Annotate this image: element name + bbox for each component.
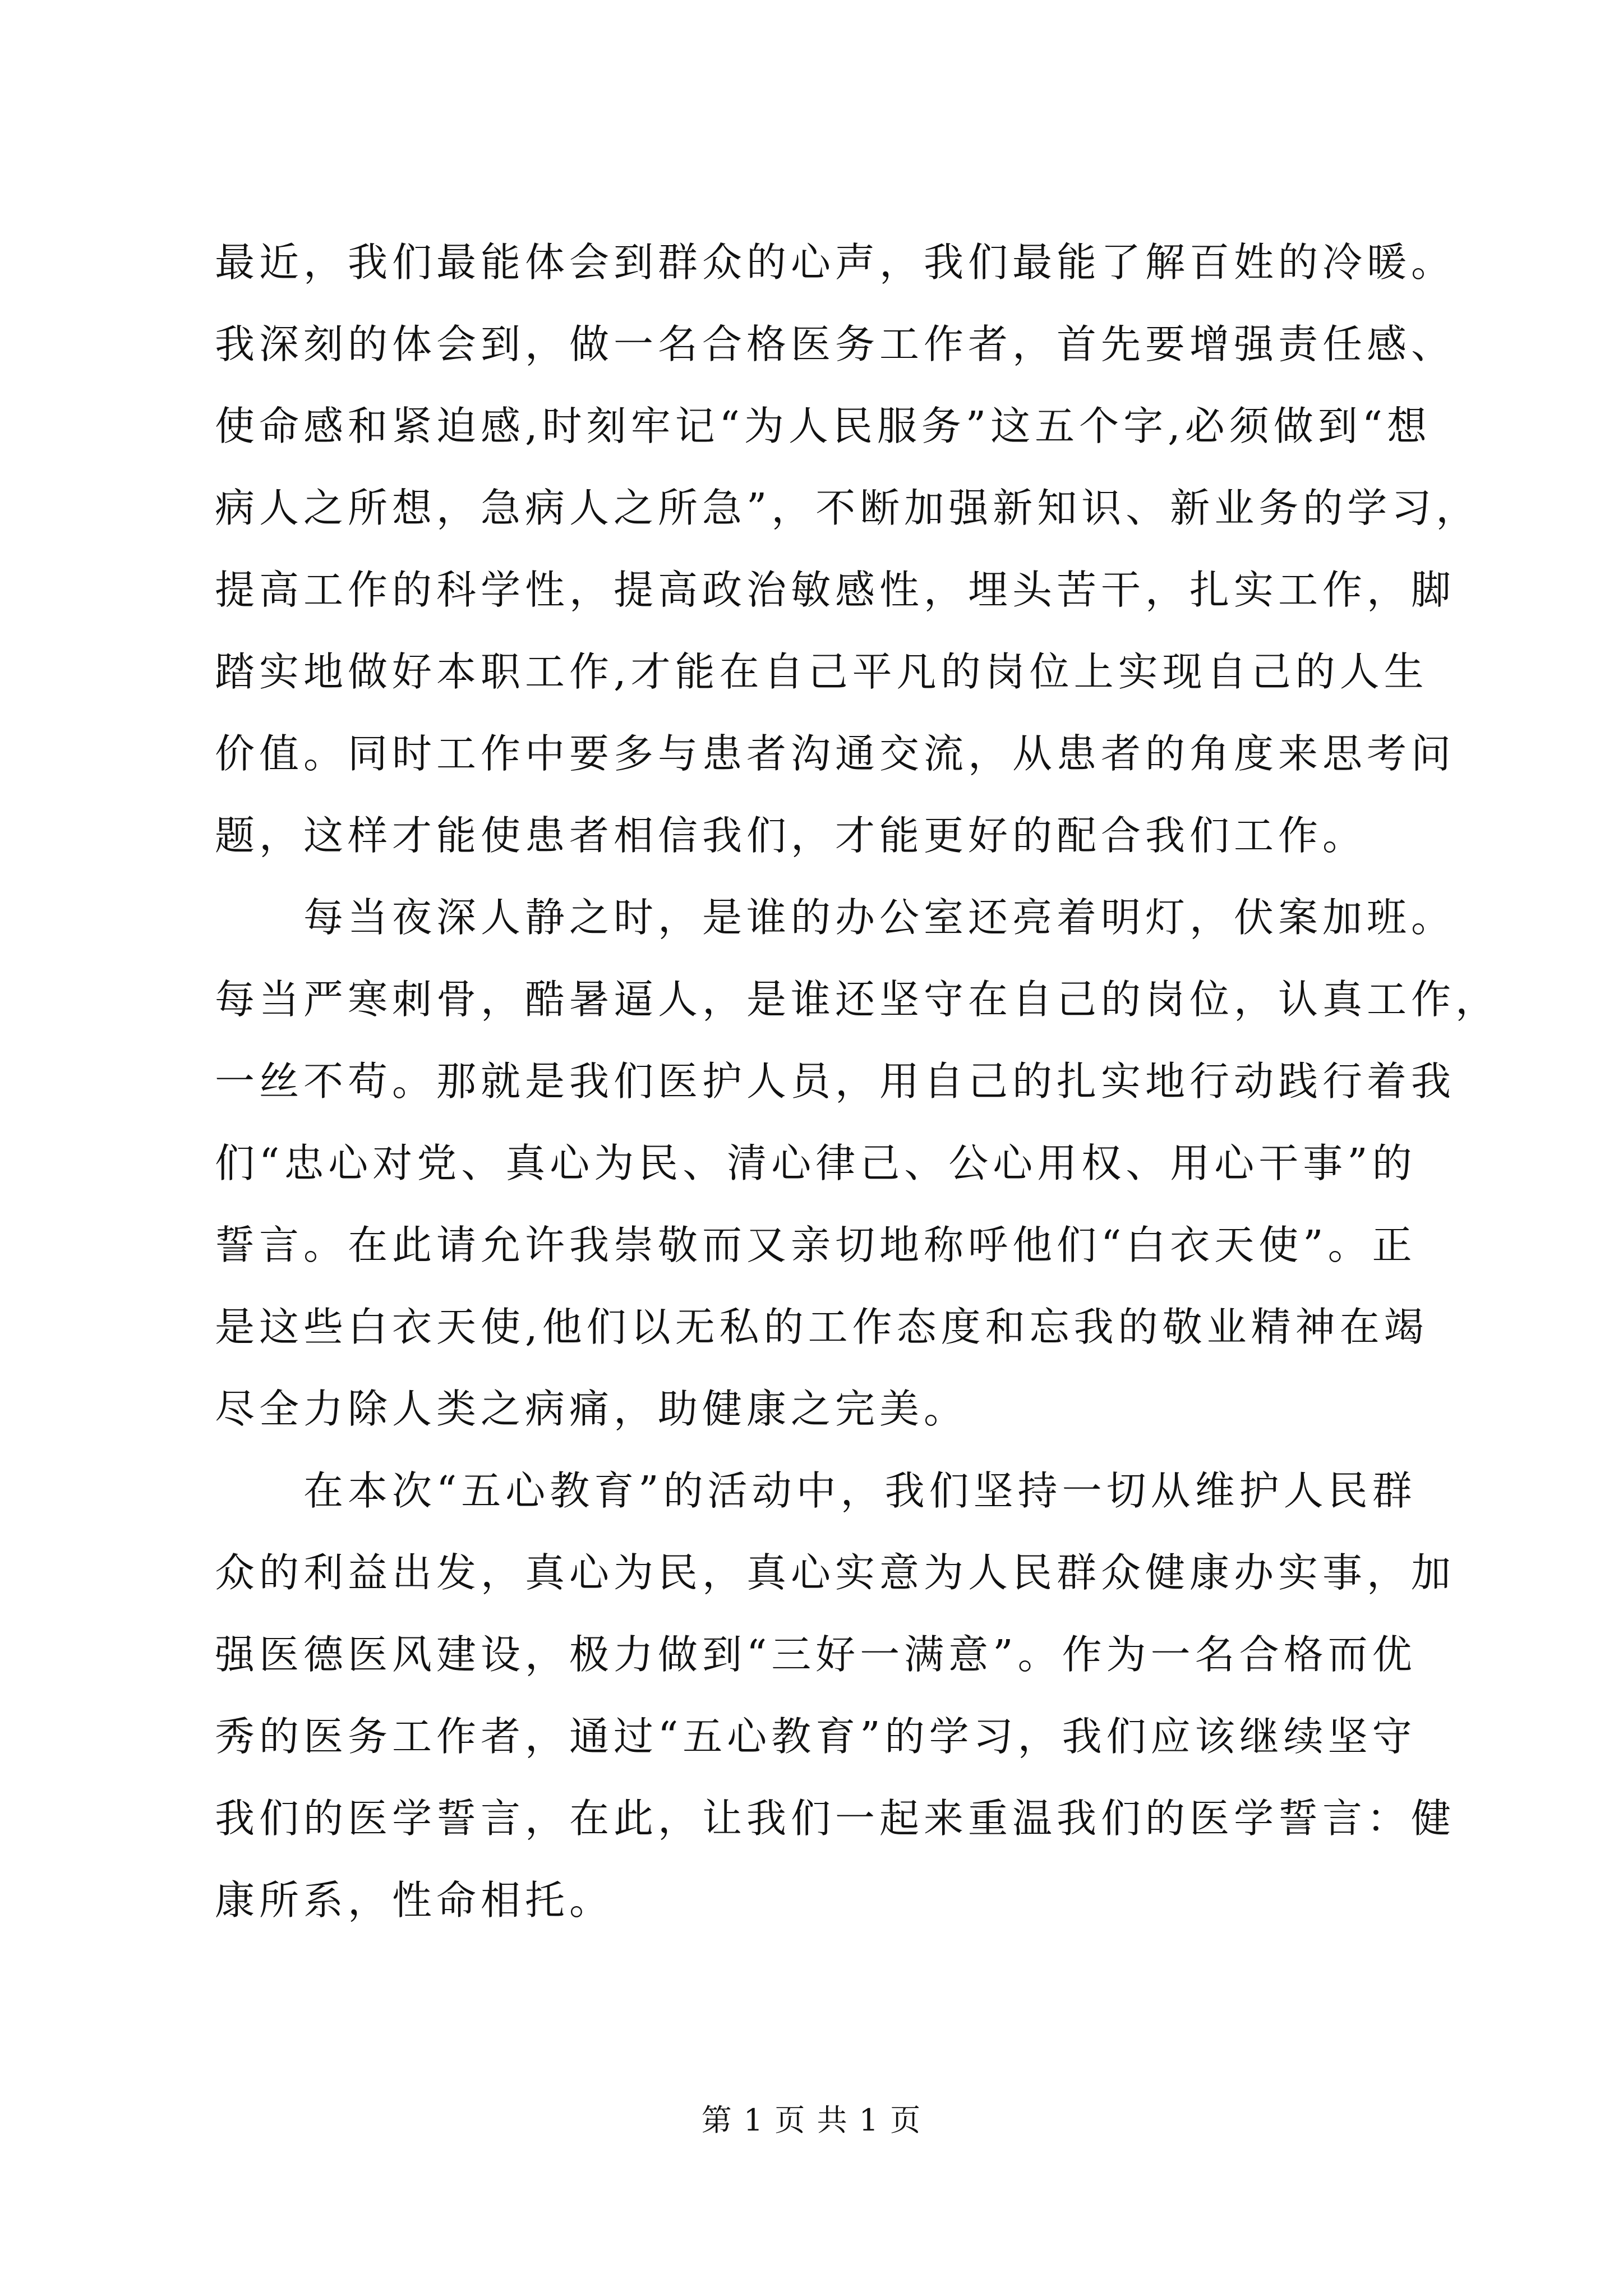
paragraph-line: 是这些白衣天使,他们以无私的工作态度和忘我的敬业精神在竭 (215, 1304, 1428, 1350)
paragraph-line: 众的利益出发，真心为民，真心实意为人民群众健康办实事，加 (215, 1549, 1456, 1596)
paragraph-line: 誓言。在此请允许我崇敬而又亲切地称呼他们“白衣天使”。正 (215, 1222, 1417, 1268)
paragraph-line: 每当夜深人静之时，是谁的办公室还亮着明灯，伏案加班。 (303, 894, 1456, 941)
paragraph-2 (215, 877, 1500, 1450)
paragraph-line: 每当严寒刺骨，酷暑逼人，是谁还坚守在自己的岗位，认真工作， (215, 976, 1500, 1023)
paragraph-line: 强医德医风建设，极力做到“三好一满意”。作为一名合格而优 (215, 1631, 1417, 1678)
paragraph-line: 题，这样才能使患者相信我们，才能更好的配合我们工作。 (215, 812, 1367, 859)
paragraph-line: 一丝不苟。那就是我们医护人员，用自己的扎实地行动践行着我 (215, 1058, 1456, 1105)
paragraph-line: 最近，我们最能体会到群众的心声，我们最能了解百姓的冷暖。 (215, 239, 1456, 286)
paragraph-line: 们“忠心对党、真心为民、清心律己、公心用权、用心干事”的 (215, 1140, 1417, 1186)
paragraph-line: 在本次“五心教育”的活动中，我们坚持一切从维护人民群 (303, 1467, 1417, 1514)
paragraph-line: 尽全力除人类之病痛，助健康之完美。 (215, 1386, 969, 1432)
page-number-label: 第 1 页 共 1 页 (701, 2102, 922, 2138)
paragraph-line: 秀的医务工作者，通过“五心教育”的学习，我们应该继续坚守 (215, 1713, 1417, 1760)
page-footer (0, 2101, 1623, 2140)
paragraph-line: 康所系，性命相托。 (215, 1877, 614, 1924)
paragraph-line: 我们的医学誓言，在此，让我们一起来重温我们的医学誓言：健 (215, 1795, 1456, 1842)
paragraph-line: 使命感和紧迫感,时刻牢记“为人民服务”这五个字,必须做到“想 (215, 403, 1432, 449)
paragraph-3 (215, 1450, 1456, 1941)
paragraph-line: 提高工作的科学性，提高政治敏感性，埋头苦干，扎实工作，脚 (215, 567, 1456, 613)
document-body (215, 222, 1500, 1941)
paragraph-1 (215, 222, 1481, 877)
paragraph-line: 价值。同时工作中要多与患者沟通交流，从患者的角度来思考问 (215, 730, 1456, 777)
paragraph-line: 踏实地做好本职工作,才能在自己平凡的岗位上实现自己的人生 (215, 648, 1428, 695)
paragraph-line: 病人之所想，急病人之所急”，不断加强新知识、新业务的学习， (215, 485, 1481, 531)
paragraph-line: 我深刻的体会到，做一名合格医务工作者，首先要增强责任感、 (215, 321, 1456, 367)
